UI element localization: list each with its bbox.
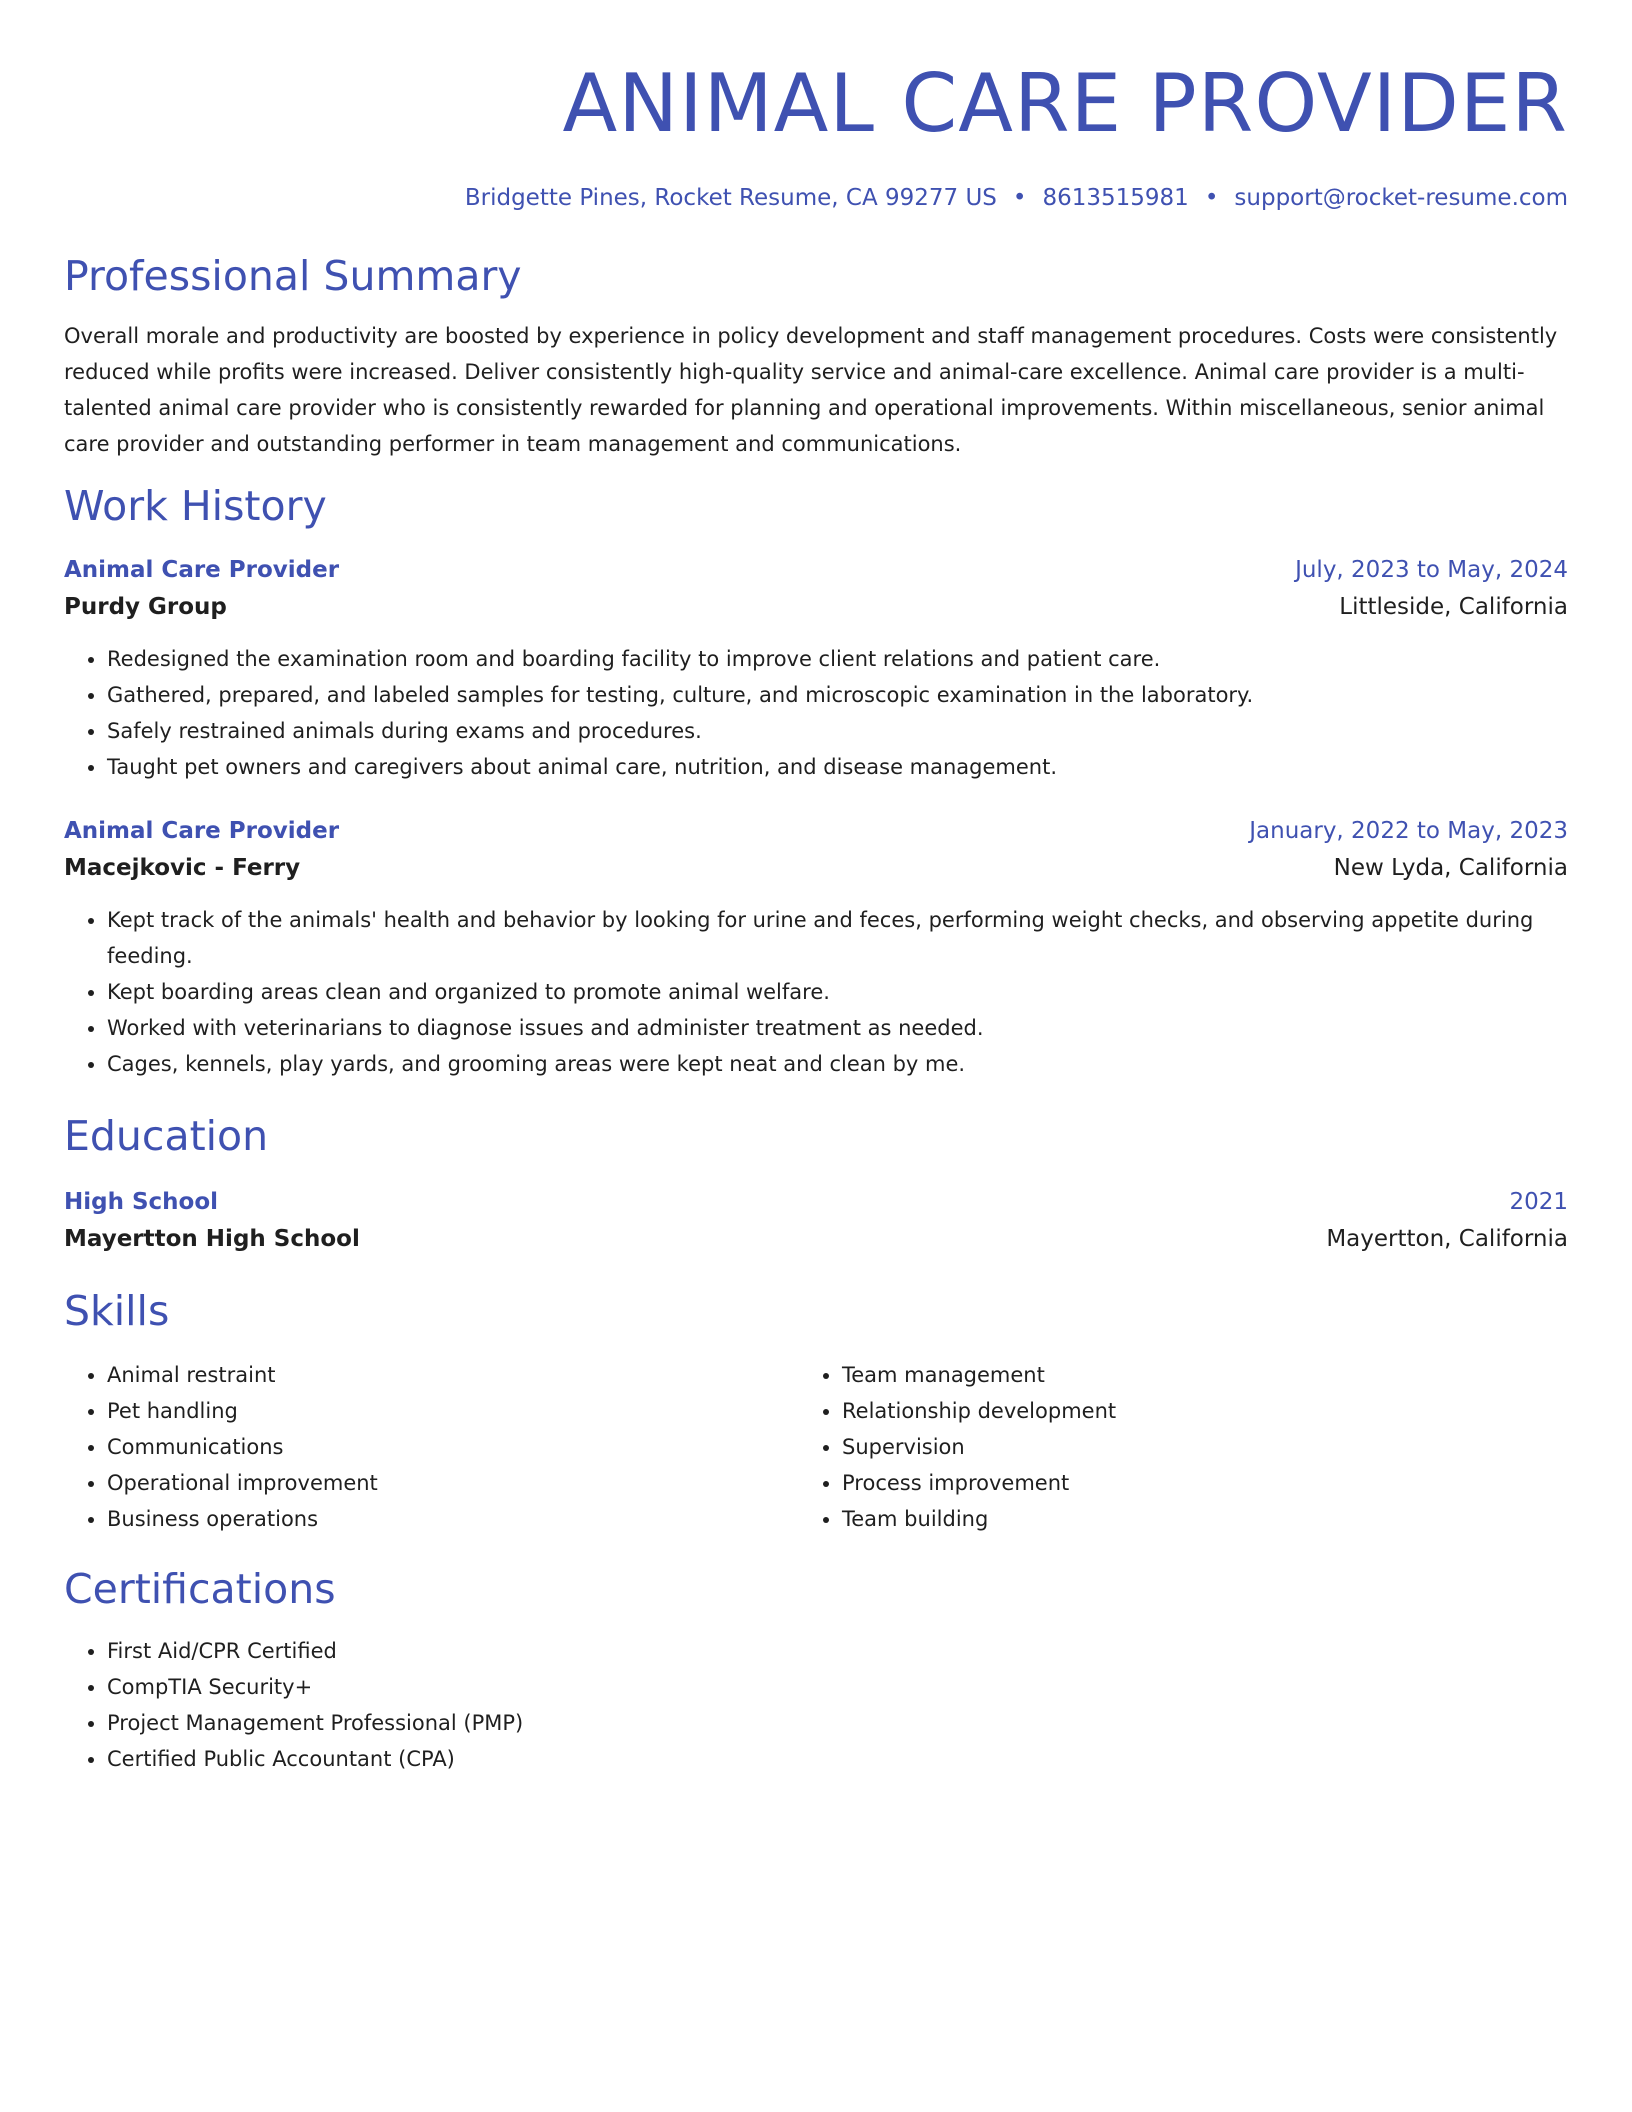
summary-heading: Professional Summary (64, 252, 522, 300)
job-bullet: • Redesigned the examination room and boarding facility to improve client relations and patient care. (107, 641, 1568, 677)
job-bullet: • Kept track of the animals' health and behavior by looking for urine and feces, performing weight checks, and observing appetite during feeding. (107, 902, 1568, 974)
education-year: 2021 (1509, 1189, 1568, 1215)
certification-item: • First Aid/CPR Certified (107, 1633, 1568, 1669)
skill-item: • Supervision (842, 1429, 1534, 1465)
contact-address: Bridgette Pines, Rocket Resume, CA 99277 US (464, 185, 997, 211)
job-bullet: • Safely restrained animals during exams and procedures. (107, 713, 1568, 749)
education-degree-row (64, 1186, 1568, 1218)
job-bullets (64, 902, 1568, 1082)
skill-item: • Team building (842, 1501, 1534, 1537)
skills-heading: Skills (64, 1287, 170, 1335)
certifications-heading: Certifications (64, 1565, 336, 1613)
contact-phone: 8613515981 (1042, 185, 1189, 211)
job-bullet: • Cages, kennels, play yards, and grooming areas were kept neat and clean by me. (107, 1046, 1568, 1082)
job-title: Animal Care Provider (64, 557, 340, 583)
contact-email: support@rocket-resume.com (1234, 185, 1568, 211)
education-school: Mayertton High School (64, 1226, 360, 1252)
skill-item: • Communications (107, 1429, 799, 1465)
skill-item: • Process improvement (842, 1465, 1534, 1501)
skills-list-left (64, 1357, 799, 1537)
job-company-row (64, 586, 1568, 623)
certification-item: • CompTIA Security+ (107, 1669, 1568, 1705)
contact-line (64, 182, 1568, 214)
work-history-heading: Work History (64, 482, 327, 530)
job-location: New Lyda, California (1333, 855, 1568, 881)
summary-text: Overall morale and productivity are boosted by experience in policy development and staff management procedures. Costs were consistently reduced while profits were increased. Deliver consistently high-quality service and animal-care excellence. Animal care provider is a multi-talented animal care provider who is consistently rewarded for planning and operational improvements. Within miscellaneous, senior animal care provider and outstanding performer in team management and communications. (64, 324, 1558, 456)
resume-header (64, 56, 1568, 214)
job-company-row (64, 847, 1568, 884)
job-dates: January, 2022 to May, 2023 (1249, 818, 1568, 844)
job-title-row (64, 815, 1568, 847)
job-entry (64, 554, 1568, 785)
contact-separator: • (1204, 185, 1219, 211)
job-title-row (64, 554, 1568, 586)
job-bullets (64, 641, 1568, 785)
education-degree: High School (64, 1189, 219, 1215)
job-title: Animal Care Provider (64, 818, 340, 844)
certification-item: • Project Management Professional (PMP) (107, 1705, 1568, 1741)
contact-separator: • (1012, 185, 1027, 211)
resume-name: ANIMAL CARE PROVIDER (562, 57, 1568, 150)
skill-item: • Operational improvement (107, 1465, 799, 1501)
skill-item: • Animal restraint (107, 1357, 799, 1393)
job-bullet: • Taught pet owners and caregivers about animal care, nutrition, and disease management. (107, 749, 1568, 785)
certifications-list (64, 1633, 1568, 1777)
skills-grid (64, 1357, 1568, 1537)
job-dates: July, 2023 to May, 2024 (1295, 557, 1568, 583)
education-entry (64, 1186, 1568, 1255)
certification-item: • Certified Public Accountant (CPA) (107, 1741, 1568, 1777)
job-company: Purdy Group (64, 594, 227, 620)
education-location: Mayertton, California (1326, 1226, 1568, 1252)
education-school-row (64, 1218, 1568, 1255)
skill-item: • Relationship development (842, 1393, 1534, 1429)
job-bullet: • Worked with veterinarians to diagnose issues and administer treatment as needed. (107, 1010, 1568, 1046)
job-company: Macejkovic - Ferry (64, 855, 301, 881)
skill-item: • Pet handling (107, 1393, 799, 1429)
job-bullet: • Kept boarding areas clean and organized to promote animal welfare. (107, 974, 1568, 1010)
skill-item: • Team management (842, 1357, 1534, 1393)
skills-list-right (799, 1357, 1534, 1537)
job-bullet: • Gathered, prepared, and labeled samples for testing, culture, and microscopic examination in the laboratory. (107, 677, 1568, 713)
job-entry (64, 815, 1568, 1082)
education-heading: Education (64, 1112, 269, 1160)
job-location: Littleside, California (1339, 594, 1568, 620)
skill-item: • Business operations (107, 1501, 799, 1537)
